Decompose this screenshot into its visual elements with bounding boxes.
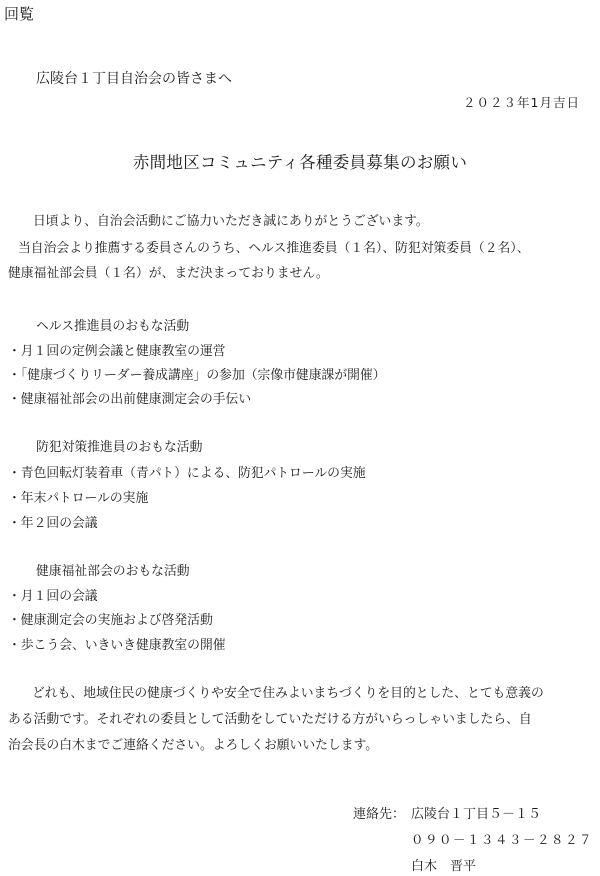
list-item: ・年２回の会議 xyxy=(8,516,98,531)
section-heading-health-welfare: 健康福祉部会のおもな活動 xyxy=(36,564,190,579)
section-heading-crime-prevention: 防犯対策推進員のおもな活動 xyxy=(36,440,203,455)
contact-name: 白木 晋平 xyxy=(411,859,477,874)
contact-phone: ０９０－１３４３－２８２７ xyxy=(411,832,594,847)
date: ２０２３年1月吉日 xyxy=(463,95,580,110)
circulation-mark: 回覧 xyxy=(4,5,35,23)
contact-address: 広陵台１丁目５－１５ xyxy=(411,807,542,822)
intro-line: 日頃より、自治会活動にご協力いただき誠にありがとうございます。 xyxy=(33,214,429,229)
closing-line: ある活動です。それぞれの委員として活動をしていただける方がいらっしゃいましたら、自 xyxy=(8,712,532,727)
section-heading-health-promotion: ヘルス推進員のおもな活動 xyxy=(36,319,190,334)
closing-line: どれも、地域住民の健康づくりや安全で住みよいまちづくりを目的とした、とても意義の xyxy=(32,686,544,701)
list-item: ・歩こう会、いきいき健康教室の開催 xyxy=(8,638,226,653)
list-item: ・「健康づくりリーダー養成講座」の参加（宗像市健康課が開催） xyxy=(8,368,386,383)
list-item: ・月１回の会議 xyxy=(8,589,98,604)
intro-line: 当自治会より推薦する委員さんのうち、ヘルス推進委員（１名）、防犯対策委員（２名）、 xyxy=(18,241,530,256)
list-item: ・青色回転灯装着車（青パト）による、防犯パトロールの実施 xyxy=(8,466,366,481)
page-title: 赤間地区コミュニティ各種委員募集のお願い xyxy=(132,153,468,172)
intro-line: 健康福祉部会員（１名）が、まだ決まっておりません。 xyxy=(8,266,329,281)
closing-line: 治会長の白木までご連絡ください。よろしくお願いいたします。 xyxy=(8,738,379,753)
list-item: ・年末パトロールの実施 xyxy=(8,491,149,506)
list-item: ・健康福祉部会の出前健康測定会の手伝い xyxy=(8,392,252,407)
list-item: ・健康測定会の実施および啓発活動 xyxy=(8,613,213,628)
addressee: 広陵台１丁目自治会の皆さまへ xyxy=(36,71,232,87)
contact-label: 連絡先： xyxy=(353,807,406,822)
list-item: ・月１回の定例会議と健康教室の運営 xyxy=(8,344,226,359)
